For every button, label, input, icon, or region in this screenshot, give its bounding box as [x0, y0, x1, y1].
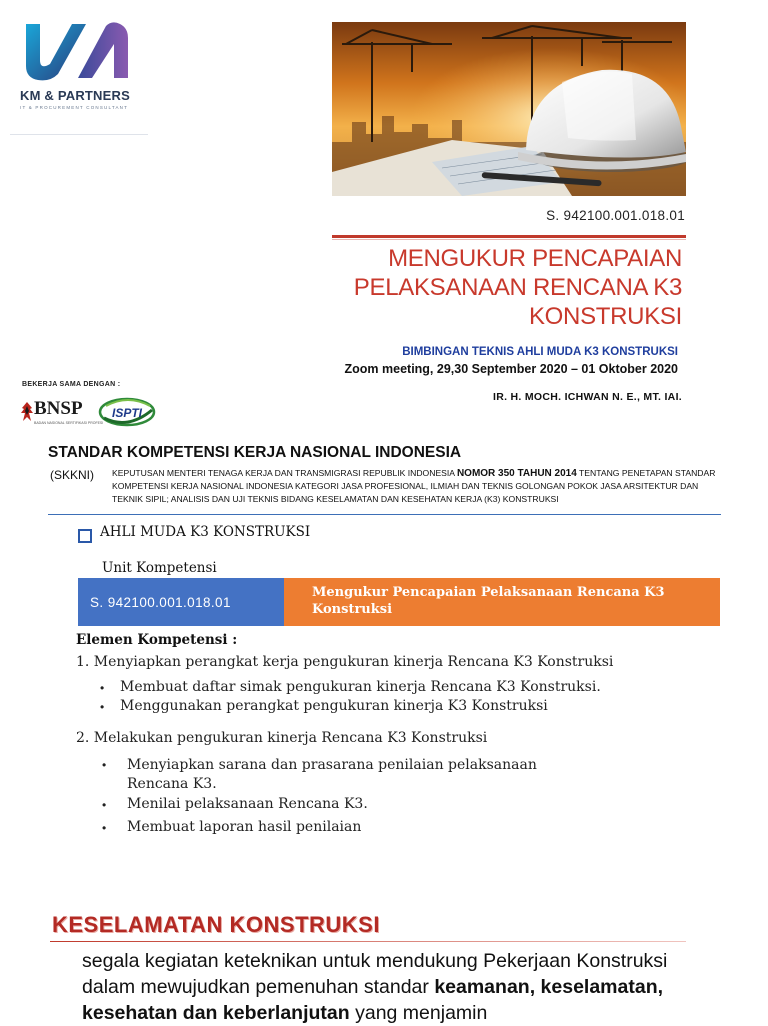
bullet-dot: •	[102, 821, 107, 835]
bullet-dot: •	[102, 798, 107, 812]
title-line-1: MENGUKUR PENCAPAIAN	[388, 245, 682, 272]
meeting-info: Zoom meeting, 29,30 September 2020 – 01 Oktober 2020	[344, 362, 678, 376]
section-text-pre: segala kegiatan keteknikan untuk mendukung Pekerjaan Konstruksi dalam mewujudkan pemenuhan standar	[82, 950, 668, 998]
section-divider	[48, 514, 721, 515]
element-1-item-1: Membuat daftar simak pengukuran kinerja Rencana K3 Konstruksi.	[120, 679, 601, 695]
logo-tagline: IT & PROCUREMENT CONSULTANT	[20, 105, 129, 110]
garuda-icon	[20, 401, 34, 423]
title-divider-shadow	[332, 239, 686, 240]
logo-name: KM & PARTNERS	[20, 88, 130, 103]
section-text-post: yang menjamin	[349, 1002, 488, 1024]
elemen-heading: Elemen Kompetensi :	[76, 632, 238, 648]
skkni-description	[112, 467, 724, 506]
km-partners-logo-mark	[20, 20, 132, 82]
skkni-title: STANDAR KOMPETENSI KERJA NASIONAL INDONESIA	[48, 444, 462, 461]
unit-label: Unit Kompetensi	[102, 560, 217, 576]
unit-code-cell: S. 942100.001.018.01	[78, 578, 284, 626]
course-code: S. 942100.001.018.01	[546, 208, 685, 223]
skkni-desc-bold: NOMOR 350 TAHUN 2014	[456, 468, 577, 479]
element-2-item-3: Membuat laporan hasil penilaian	[127, 819, 362, 835]
bnsp-wordmark: BNSP	[34, 398, 83, 419]
company-logo	[20, 20, 142, 110]
bnsp-subtext: BADAN NASIONAL SERTIFIKASI PROFESI	[34, 421, 104, 425]
bullet-dot: •	[100, 681, 105, 695]
ispti-logo	[98, 396, 156, 428]
section-text	[82, 948, 702, 1026]
element-2-title: 2. Melakukan pengukuran kinerja Rencana K3 Konstruksi	[76, 730, 488, 746]
section-title-divider	[50, 941, 686, 942]
subtitle: BIMBINGAN TEKNIS AHLI MUDA K3 KONSTRUKSI	[402, 346, 678, 358]
element-1-title: 1. Menyiapkan perangkat kerja pengukuran kinerja Rencana K3 Konstruksi	[76, 654, 614, 670]
section-title: KESELAMATAN KONSTRUKSI	[52, 912, 380, 937]
element-1-item-2: Menggunakan perangkat pengukuran kinerja K3 Konstruksi	[120, 698, 548, 714]
bullet-dot: •	[100, 700, 105, 714]
main-title	[282, 244, 682, 331]
partners-label: BEKERJA SAMA DENGAN :	[22, 381, 121, 388]
presenter-name: IR. H. MOCH. ICHWAN N. E., MT. IAI.	[493, 391, 682, 403]
skkni-desc-post: TENTANG PENETAPAN STANDAR KOMPETENSI KERJA NASIONAL INDONESIA KATEGORI JASA PROFESIONAL, ILMIAH DAN TEKNIS GOLONGAN POKOK JASA ARSITEKTUR DAN TEKNIK SIPIL; ANALISIS DAN UJI TEKNIS BIDANG KESELAMATAN DAN KESEHATAN KERJA (K3) KONSTRUKSI	[112, 468, 716, 504]
ispti-wordmark: ISPTI	[111, 406, 143, 420]
skkni-desc-pre: KEPUTUSAN MENTERI TENAGA KERJA DAN TRANSMIGRASI REPUBLIK INDONESIA	[112, 468, 457, 478]
bnsp-logo	[20, 398, 104, 427]
skkni-abbr: (SKKNI)	[50, 468, 95, 482]
construction-hero-image	[332, 22, 686, 196]
checkbox-label: AHLI MUDA K3 KONSTRUKSI	[100, 524, 311, 540]
title-line-3: KONSTRUKSI	[528, 303, 682, 330]
checkbox-square	[78, 529, 92, 543]
element-2-item-1: Menyiapkan sarana dan prasarana penilaian pelaksanaan Rencana K3.	[127, 757, 537, 792]
logo-divider	[10, 134, 148, 135]
element-2-item-2: Menilai pelaksanaan Rencana K3.	[127, 796, 368, 812]
bullet-dot: •	[102, 758, 107, 772]
title-line-2: PELAKSANAAN RENCANA K3	[353, 274, 682, 301]
section-text-bold: keamanan, keselamatan, kesehatan dan keberlanjutan	[82, 976, 664, 1024]
title-divider	[332, 235, 686, 238]
unit-name-cell: Mengukur Pencapaian Pelaksanaan Rencana K3 Konstruksi	[284, 578, 720, 626]
